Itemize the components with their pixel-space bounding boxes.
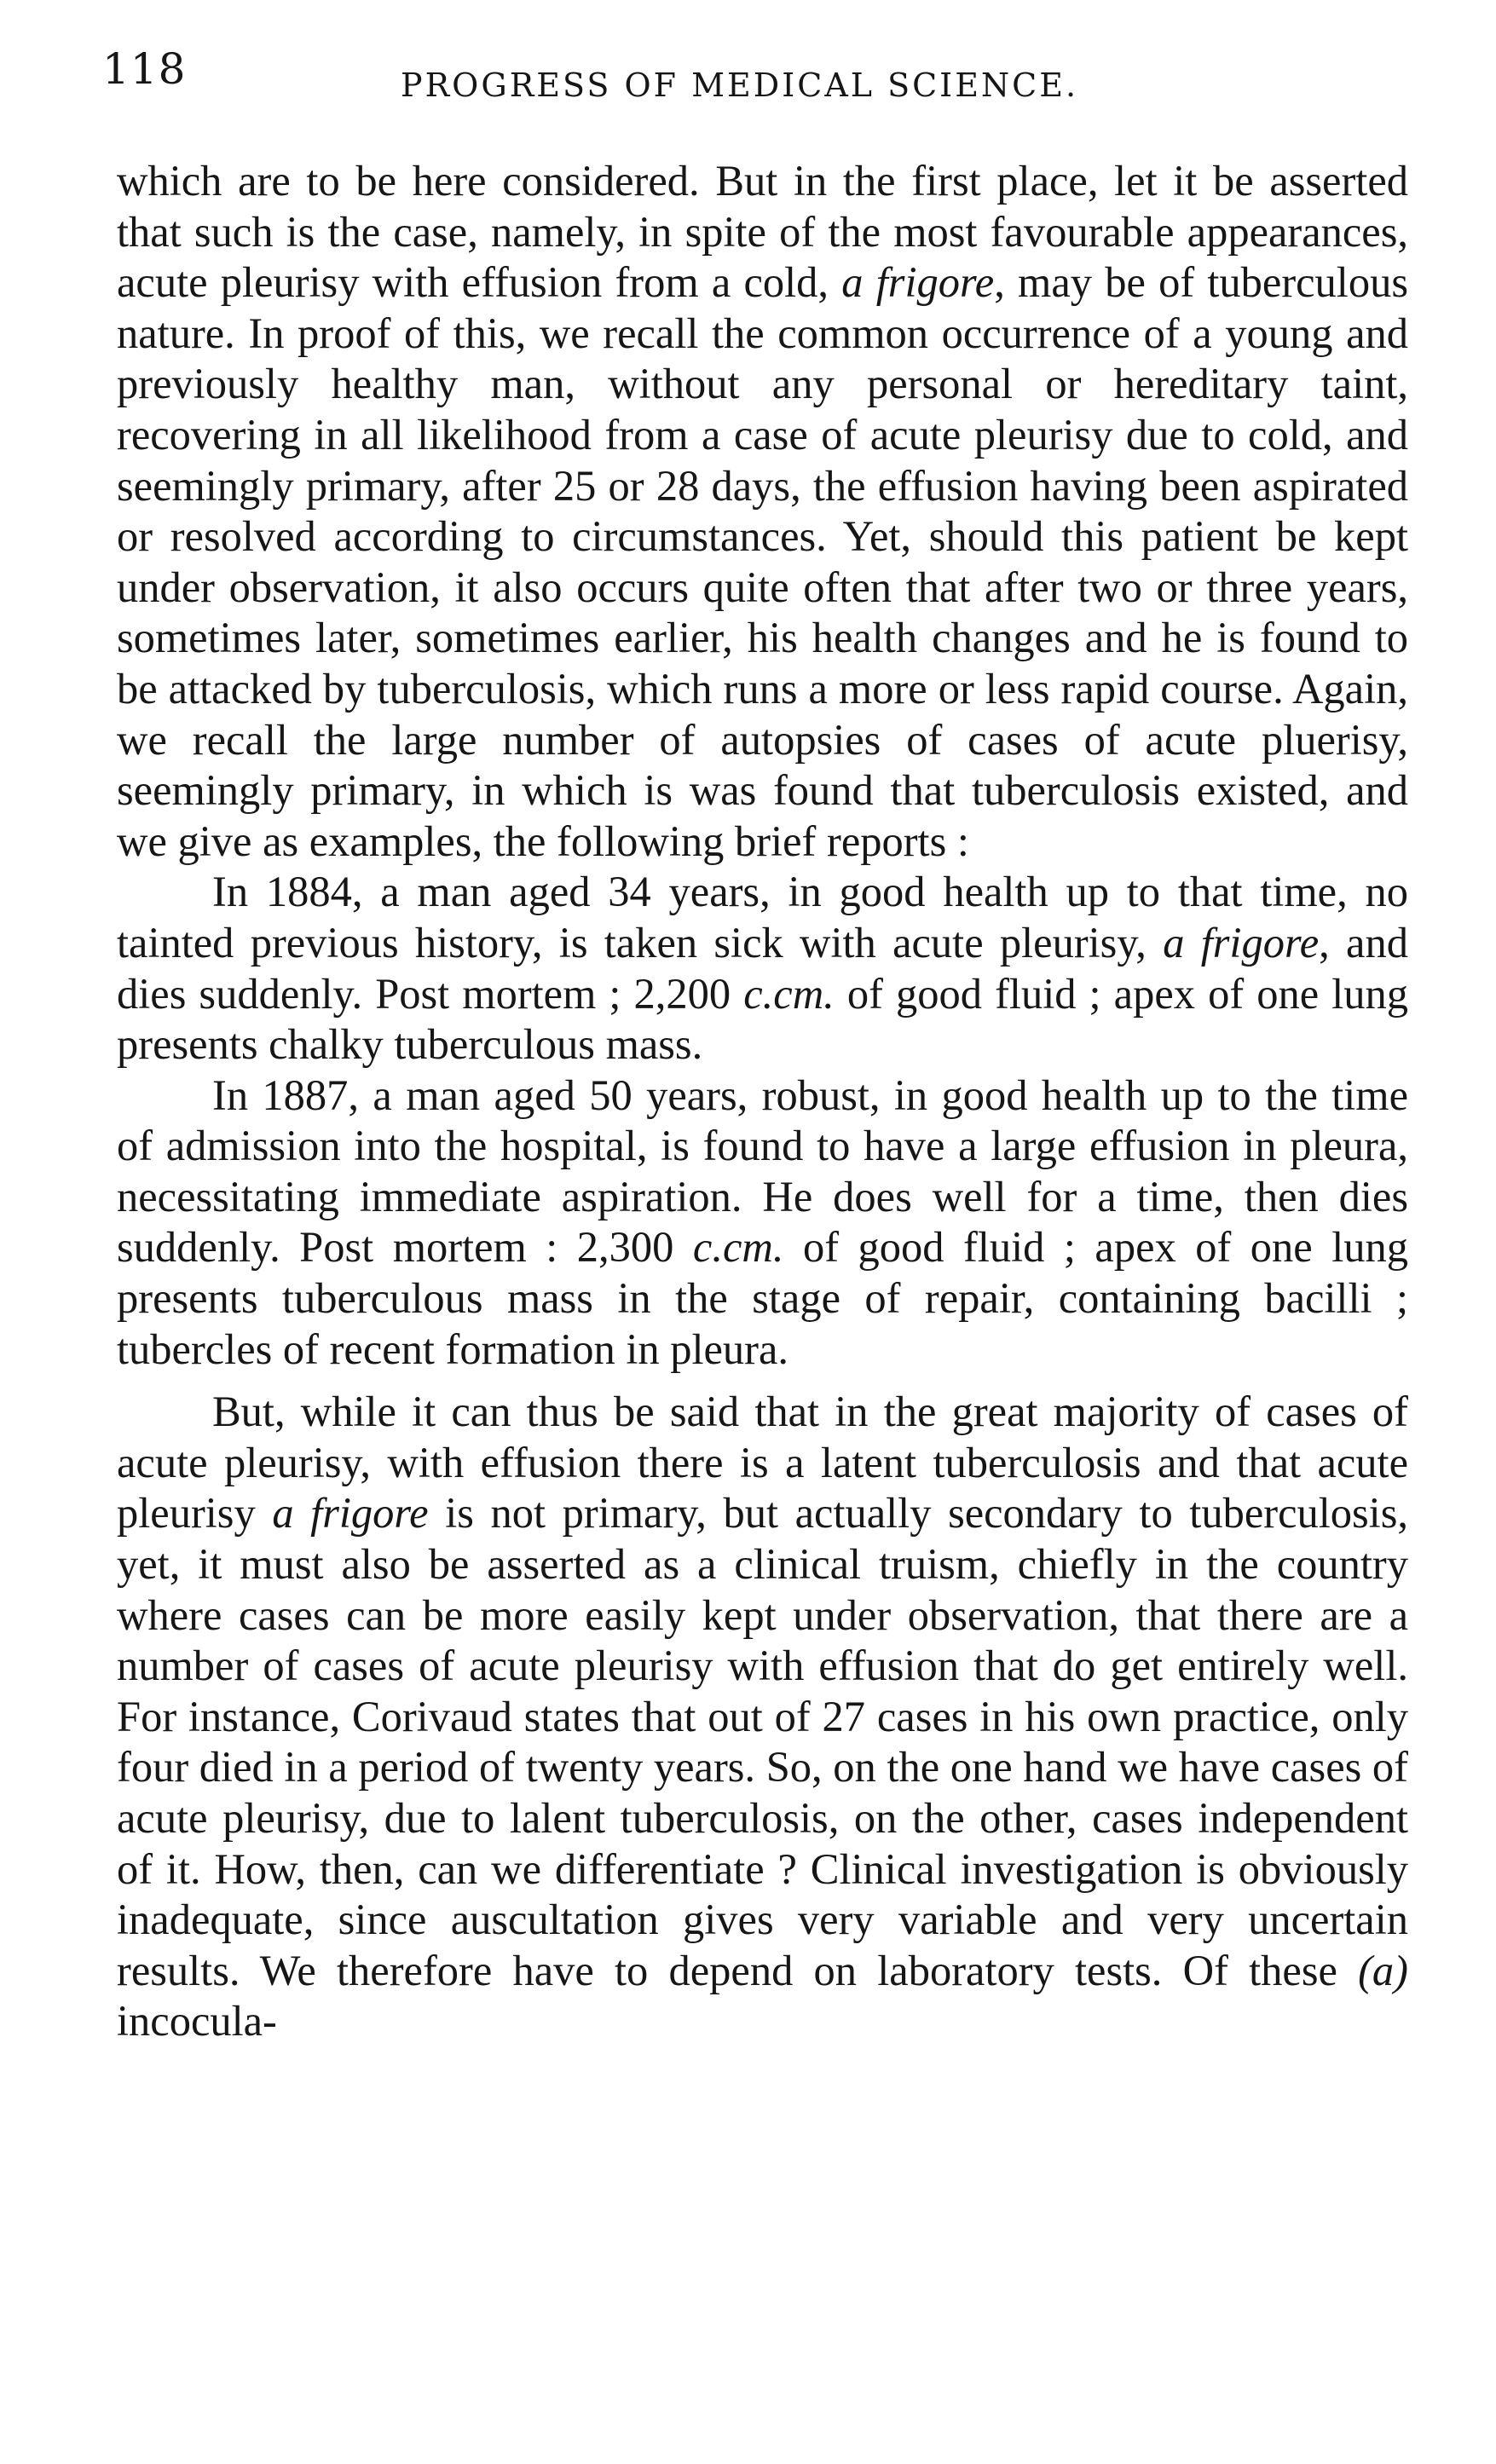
case-report-1884	[117, 867, 1408, 1070]
page-number: 118	[102, 44, 187, 94]
text-run: of good fluid ; apex of one lung presents chalky tuberculous mass.	[117, 969, 1408, 1069]
running-title: PROGRESS OF MEDICAL SCIENCE.	[401, 66, 1079, 104]
case-report-1887	[117, 1070, 1408, 1376]
latin-phrase: a frigore	[1163, 918, 1320, 967]
list-marker: (a)	[1358, 1946, 1408, 1994]
text-run: is not primary, but actually secondary to tuberculosis, yet, it must also be asserted as a clinical truism, chiefly in the country where cases can be more easily kept under observation, that there are a number of cases of acute pleurisy with effusion that do get entirely well. For instance, Corivaud states that out of 27 cases in his own practice, only four died in a period of twenty years. So, on the one hand we have cases of acute pleurisy, due to lalent tuberculosis, on the other, cases independent of it. How, then, can we differentiate ? Clinical investigation is obviously inadequate, since auscultation gives very variable and very uncertain results. We therefore have to depend on laboratory tests. Of these	[117, 1489, 1408, 1994]
text-run: In 1884, a man aged 34 years, in good health up to that time, no tainted previous history, is taken sick with acute pleurisy,	[117, 868, 1408, 967]
latin-phrase: a frigore	[272, 1489, 429, 1538]
text-run: of good fluid ; apex of one lung presents tuberculous mass in the stage of repair, containing bacilli ; tubercles of recent formation in pleura.	[117, 1223, 1408, 1373]
body-text	[117, 156, 1408, 2047]
latin-phrase: a frigore	[841, 258, 995, 307]
text-run: In 1887, a man aged 50 years, robust, in good health up to the time of admission into the hospital, is found to have a large effusion in pleura, necessitating immediate aspiration. He does well for a time, then dies suddenly. Post mortem : 2,300	[117, 1070, 1408, 1272]
text-run: which are to be here considered. But in the first place, let it be asserted that such is the case, namely, in spite of the most favourable appearances, acute pleurisy with effusion from a cold,	[117, 157, 1408, 307]
text-run: , may be of tuberculous nature. In proof of this, we recall the common occurrence of a young and previously healthy man, without any personal or hereditary taint, recovering in all likelihood from a case of acute pleurisy due to cold, and seemingly primary, after 25 or 28 days, the effusion having been aspirated or resolved according to circumstances. Yet, should this patient be kept under observation, it also occurs quite often that after two or three years, sometimes later, sometimes earlier, his health changes and he is found to be attacked by tuberculosis, which runs a more or less rapid course. Again, we recall the large number of autopsies of cases of acute pluerisy, seemingly primary, in which is was found that tuberculosis existed, and we give as examples, the following brief reports :	[117, 258, 1408, 865]
page-header	[102, 44, 1406, 113]
unit-abbreviation: c.cm.	[743, 969, 835, 1018]
text-run: , and dies suddenly. Post mortem ; 2,200	[117, 918, 1408, 1018]
text-run: incocula-	[117, 1997, 277, 2046]
text-run: But, while it can thus be said that in the great majority of cases of acute pleurisy, with effusion there is a latent tuberculosis and that acute pleurisy	[117, 1388, 1408, 1538]
paragraph-1	[117, 156, 1408, 867]
unit-abbreviation: c.cm.	[692, 1223, 784, 1272]
paragraph-4	[117, 1387, 1408, 2047]
